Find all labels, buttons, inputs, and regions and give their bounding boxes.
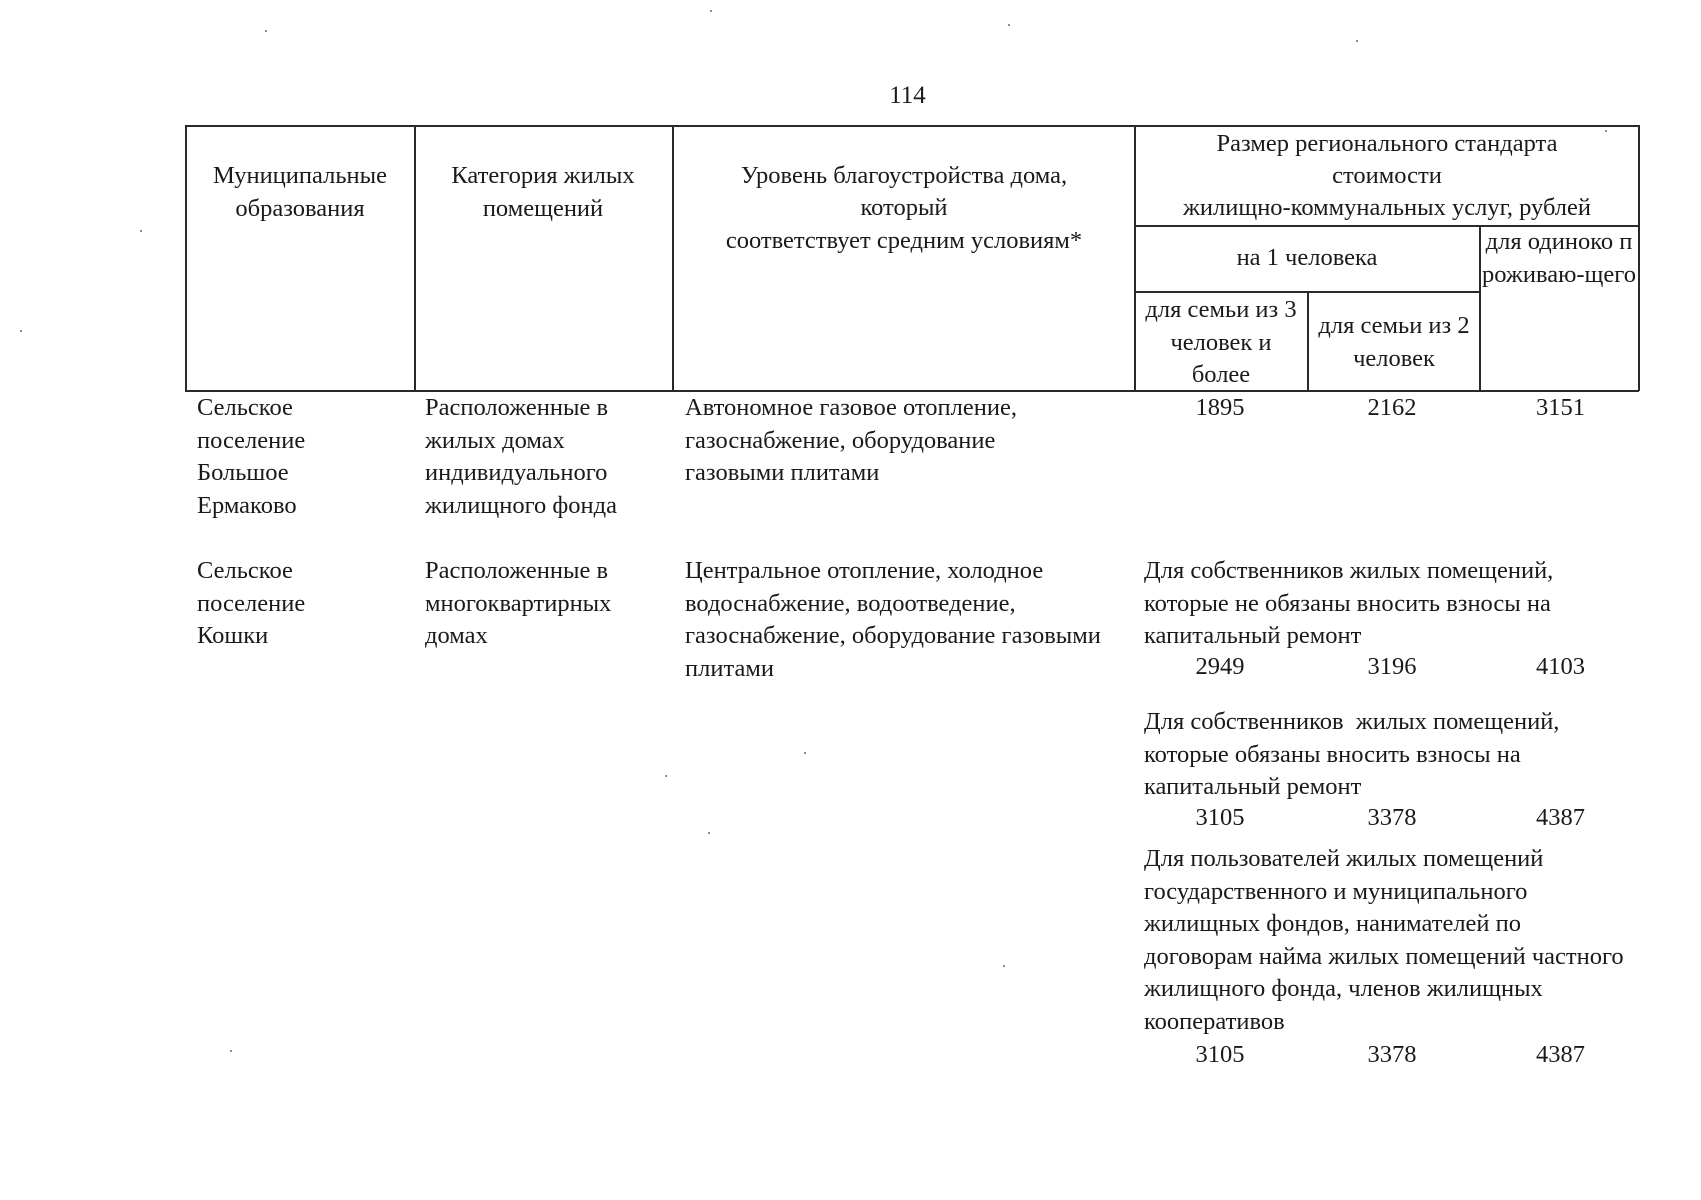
header-col-divider-2 bbox=[672, 125, 674, 391]
page-number: 114 bbox=[889, 82, 926, 109]
header-col-divider-1 bbox=[414, 125, 416, 391]
table-top-border bbox=[185, 125, 1639, 127]
scan-speck bbox=[1605, 130, 1607, 132]
row-2-group-3-value-family3: 3105 bbox=[1195, 1041, 1245, 1068]
row-2-level: Центральное отопление, холодное водоснабжение, водоотведение, газоснабжение, оборудование газовыми плитами bbox=[685, 557, 1101, 682]
row-2-group-3-value-single: 4387 bbox=[1536, 1041, 1585, 1068]
header-size-line-2: стоимости bbox=[1332, 162, 1442, 189]
row-2-group-3-label: Для пользователей жилых помещений государственного и муниципального жилищных фондов, нанимателей по договорам найма жилых помещений частного жилищного фонда, членов жилищных кооперативов bbox=[1144, 845, 1624, 1035]
header-municipal: Муниципальные образования bbox=[213, 162, 387, 222]
row-2-group-2-value-single: 4387 bbox=[1536, 804, 1585, 831]
row-1-level: Автономное газовое отопление, газоснабжение, оборудование газовыми плитами bbox=[685, 394, 1017, 486]
scan-speck bbox=[265, 30, 267, 32]
table-left-border bbox=[185, 125, 187, 391]
row-2-municipal: Сельское поселение Кошки bbox=[197, 557, 306, 649]
scan-speck bbox=[708, 832, 710, 834]
scan-speck bbox=[1356, 40, 1358, 42]
header-col-divider-4 bbox=[1307, 291, 1309, 391]
header-family-2: для семьи из 2 человек bbox=[1318, 312, 1470, 372]
scan-speck bbox=[1008, 24, 1010, 26]
header-single: для одиноко проживаю-щего bbox=[1482, 228, 1636, 288]
row-2-group-2-label: Для собственников жилых помещений, которые обязаны вносить взносы на капитальный ремонт bbox=[1144, 708, 1566, 800]
row-2-category: Расположенные в многоквартирных домах bbox=[425, 557, 612, 649]
row-2-group-2-value-family2: 3378 bbox=[1367, 804, 1417, 831]
row-1-value-family3: 1895 bbox=[1195, 394, 1245, 421]
row-1-value-single: 3151 bbox=[1536, 394, 1585, 421]
scan-speck bbox=[665, 775, 667, 777]
table-right-border bbox=[1638, 125, 1640, 391]
scan-speck bbox=[710, 10, 712, 12]
scan-speck bbox=[230, 1050, 232, 1052]
scan-speck bbox=[804, 752, 806, 754]
header-level-line-1: Уровень благоустройства дома, bbox=[740, 162, 1068, 189]
header-family-3: для семьи из 3 человек и более bbox=[1145, 296, 1297, 388]
row-2-group-1-value-family3: 2949 bbox=[1195, 653, 1245, 680]
header-col-divider-3 bbox=[1134, 125, 1136, 391]
row-2-group-2-value-family3: 3105 bbox=[1195, 804, 1245, 831]
header-category: Категория жилых помещений bbox=[451, 162, 635, 222]
scan-speck bbox=[1003, 965, 1005, 967]
row-1-category: Расположенные в жилых домах индивидуального жилищного фонда bbox=[425, 394, 617, 519]
header-level-line-2: который bbox=[860, 194, 948, 221]
row-1-municipal: Сельское поселение Большое Ермаково bbox=[197, 394, 306, 519]
row-2-group-1-label: Для собственников жилых помещений, которые не обязаны вносить взносы на капитальный ремонт bbox=[1144, 557, 1554, 649]
row-2-group-1-value-single: 4103 bbox=[1536, 653, 1585, 680]
header-level-line-3: соответствует средним условиям* bbox=[725, 227, 1083, 254]
row-2-group-1-value-family2: 3196 bbox=[1367, 653, 1417, 680]
header-size-line-3: жилищно-коммунальных услуг, рублей bbox=[1182, 194, 1592, 221]
row-1-value-family2: 2162 bbox=[1367, 394, 1417, 421]
header-size-line-1: Размер регионального стандарта bbox=[1216, 130, 1558, 157]
header-per-person: на 1 человека bbox=[1236, 244, 1378, 271]
header-col-divider-5 bbox=[1479, 225, 1481, 391]
scan-speck bbox=[140, 230, 142, 232]
row-2-group-3-value-family2: 3378 bbox=[1367, 1041, 1417, 1068]
scan-speck bbox=[20, 330, 22, 332]
